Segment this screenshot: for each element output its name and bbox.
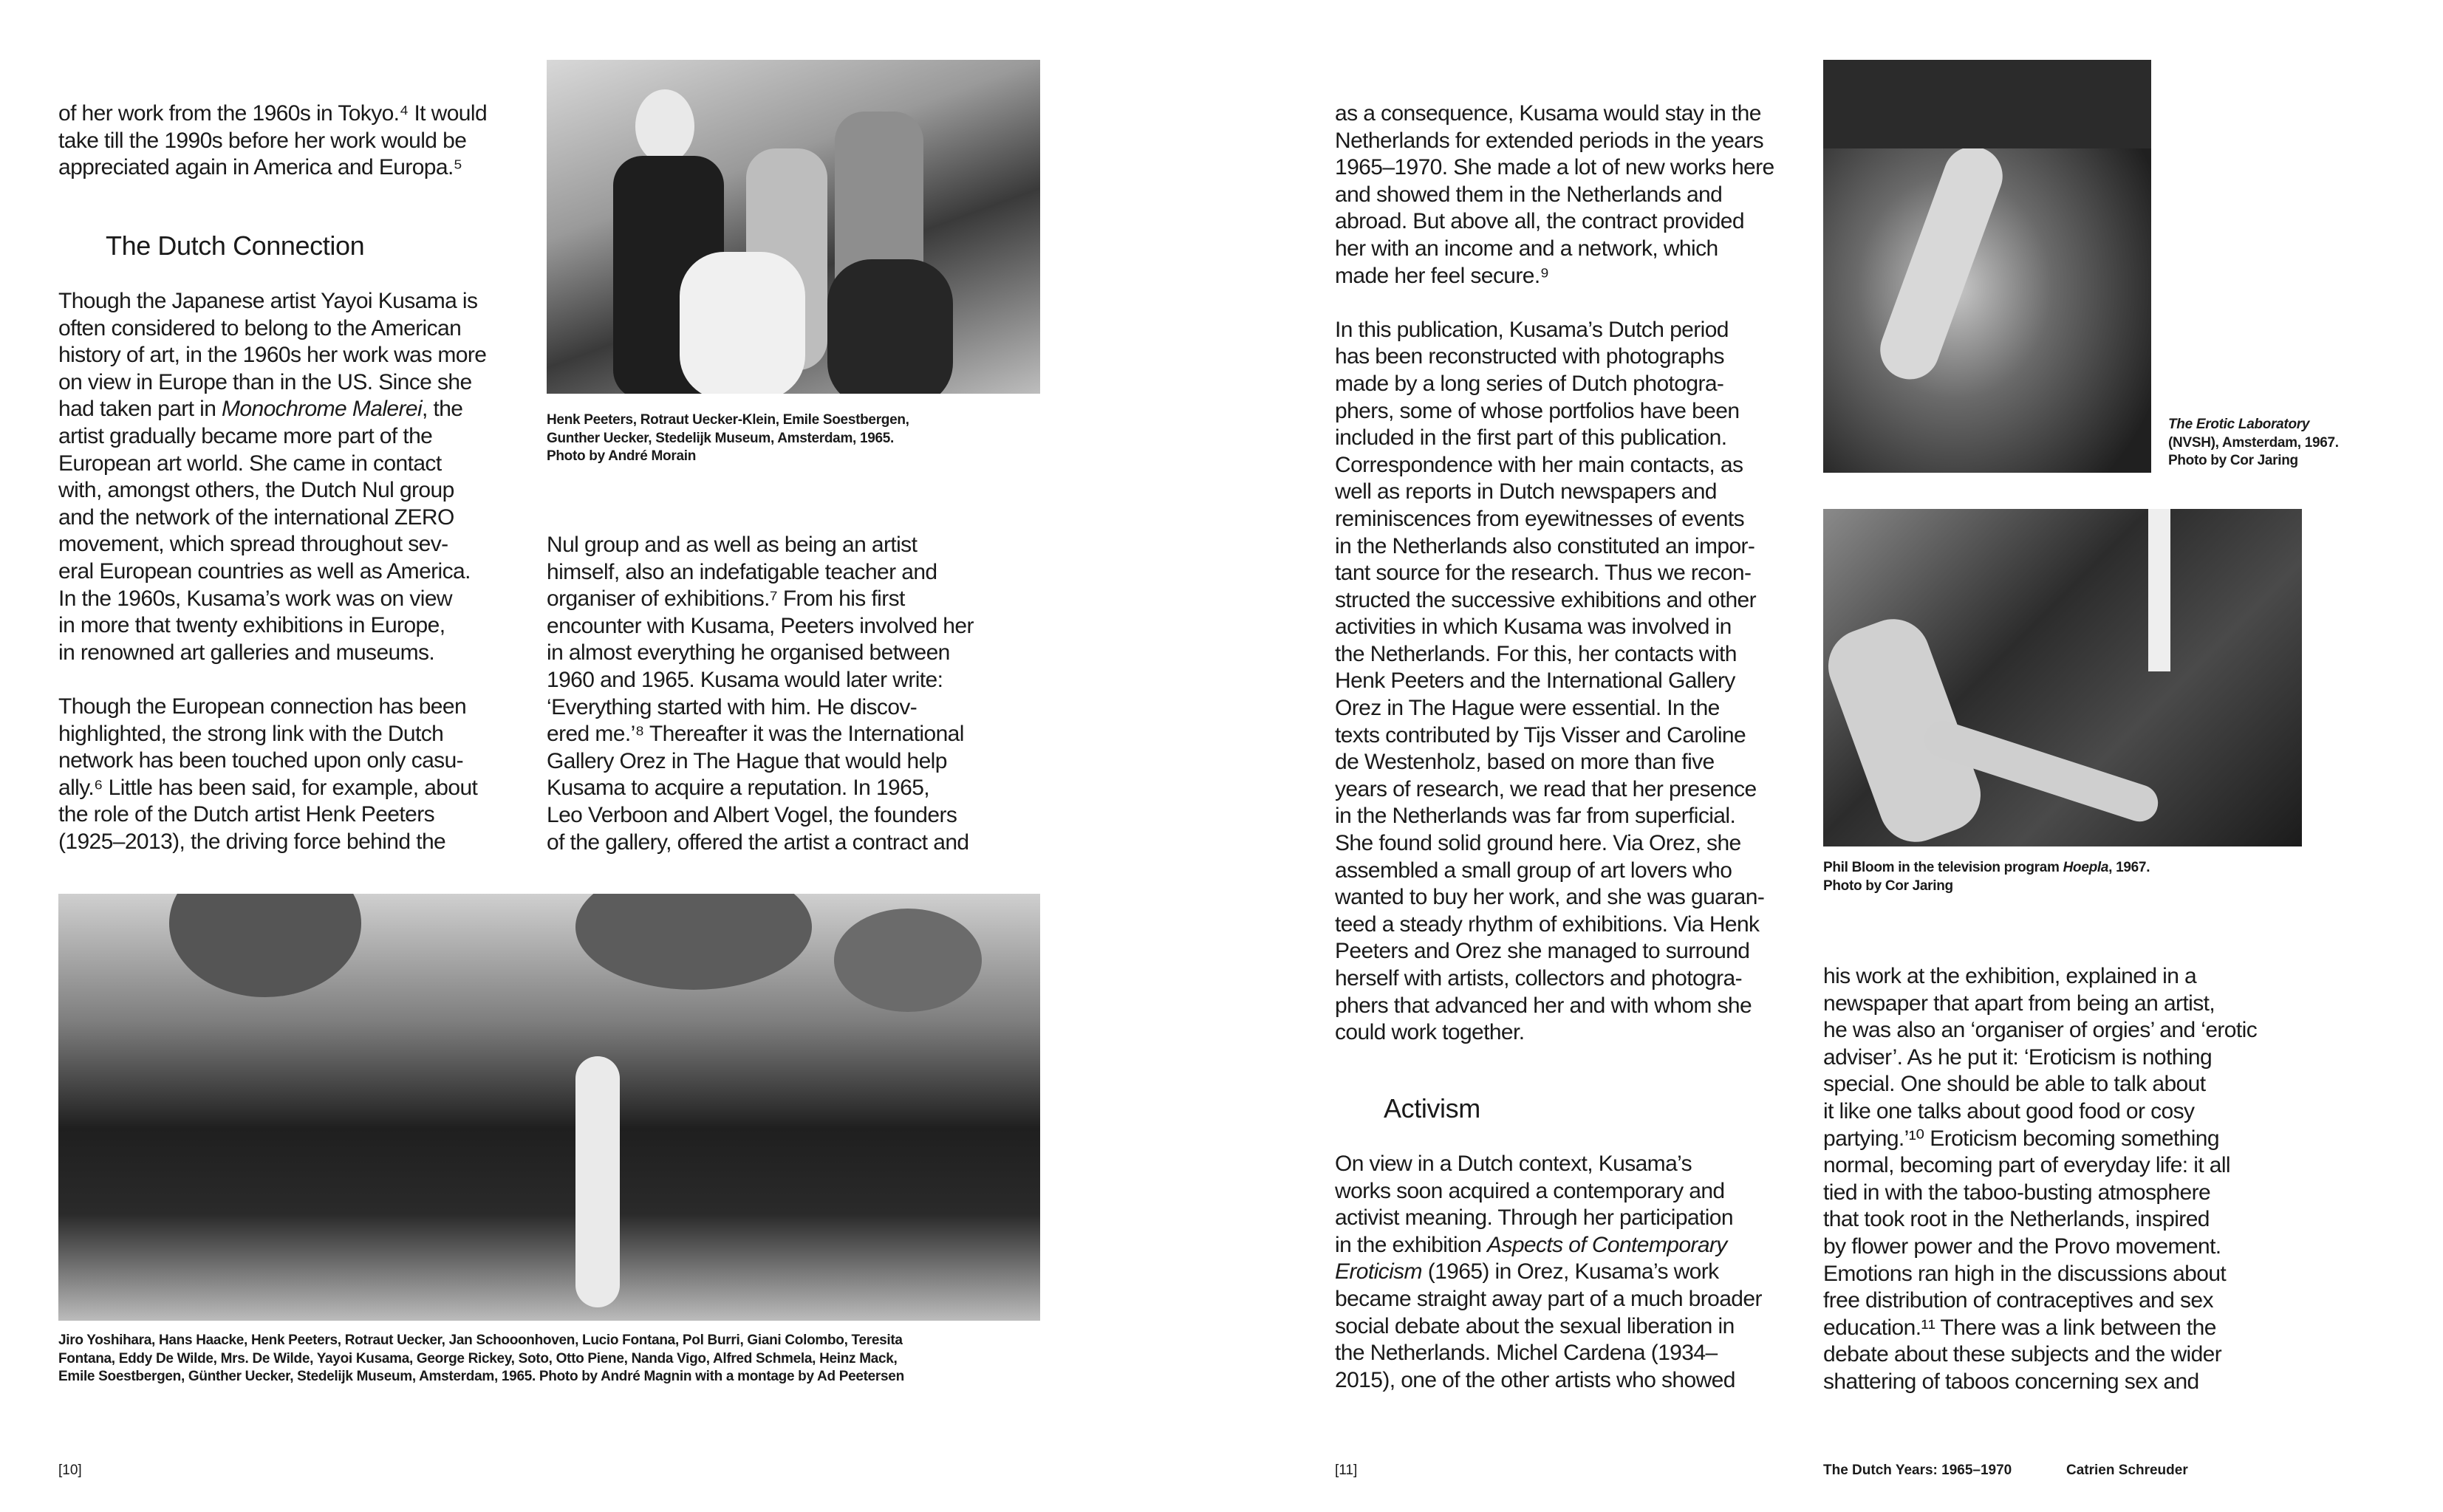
text-line: highlighted, the strong link with the Dutch <box>58 721 444 746</box>
text-line: Photo by Cor Jaring <box>2168 453 2298 468</box>
text-line: newspaper that apart from being an artist, <box>1823 991 2215 1016</box>
text-line: organiser of exhibitions.⁷ From his first <box>547 586 905 612</box>
text-line: Photo by André Morain <box>547 448 696 464</box>
photo-zero-group-stedelijk <box>58 894 1040 1321</box>
text-segment: in the exhibition <box>1335 1232 1488 1257</box>
text-line: take till the 1990s before her work would be <box>58 128 467 153</box>
text-segment: had taken part in <box>58 397 222 422</box>
text-line: Though the European connection has been <box>58 694 467 719</box>
text-line: Fontana, Eddy De Wilde, Mrs. De Wilde, Yayoi Kusama, George Rickey, Soto, Otto Piene, Nanda Vigo, Alfred Schmela, Heinz Mack, <box>58 1350 898 1366</box>
text-line: her with an income and a network, which <box>1335 236 1718 261</box>
text-line: himself, also an indefatigable teacher and <box>547 559 937 584</box>
text-line: texts contributed by Tijs Visser and Caroline <box>1335 722 1746 748</box>
section-heading-activism: Activism <box>1384 1093 1480 1123</box>
text-line: activities in which Kusama was involved in <box>1335 615 1732 640</box>
text-line: Kusama to acquire a reputation. In 1965, <box>547 776 930 801</box>
text-line: adviser’. As he put it: ‘Eroticism is nothing <box>1823 1044 2213 1070</box>
text-line: Gallery Orez in The Hague that would help <box>547 748 947 773</box>
text-line: as a consequence, Kusama would stay in the <box>1335 101 1761 126</box>
text-line: appreciated again in America and Europa.⁵ <box>58 155 462 180</box>
text-line: could work together. <box>1335 1020 1525 1045</box>
text-line: shattering of taboos concerning sex and <box>1823 1369 2199 1394</box>
text-line: abroad. But above all, the contract provided <box>1335 209 1744 234</box>
text-line: She found solid ground here. Via Orez, she <box>1335 831 1741 856</box>
text-line: European art world. She came in contact <box>58 451 442 476</box>
text-line: Emile Soestbergen, Günther Uecker, Stedelijk Museum, Amsterdam, 1965. Photo by André Magnin with a montage by Ad Peetersen <box>58 1369 904 1384</box>
photo-erotic-laboratory <box>1823 60 2151 473</box>
body-column-activism <box>1335 1151 1762 1394</box>
text-line: by flower power and the Provo movement. <box>1823 1234 2221 1259</box>
text-line: normal, becoming part of everyday life: it all <box>1823 1153 2230 1178</box>
text-line: on view in Europe than in the US. Since she <box>58 369 472 394</box>
text-line: included in the first part of this publication. <box>1335 425 1727 451</box>
text-line: well as reports in Dutch newspapers and <box>1335 479 1717 504</box>
text-segment: (1965) in Orez, Kusama’s work <box>1421 1259 1719 1284</box>
text-line: education.¹¹ There was a link between the <box>1823 1315 2216 1340</box>
text-line: often considered to belong to the American <box>58 315 462 341</box>
text-line <box>1335 1232 1762 1259</box>
text-line: partying.’¹⁰ Eroticism becoming something <box>1823 1126 2219 1151</box>
text-line: On view in a Dutch context, Kusama’s <box>1335 1152 1692 1176</box>
text-line: the role of the Dutch artist Henk Peeters <box>58 802 434 827</box>
photo-peeters-group <box>547 60 1040 394</box>
text-line: network has been touched upon only casu- <box>58 748 464 773</box>
text-line: made by a long series of Dutch photogra- <box>1335 371 1724 396</box>
text-line: 1965–1970. She made a lot of new works here <box>1335 155 1774 180</box>
text-line: Jiro Yoshihara, Hans Haacke, Henk Peeters, Rotraut Uecker, Jan Schooonhoven, Lucio Fontana, Pol Burri, Giani Colombo, Teresita <box>58 1333 903 1348</box>
running-author: Catrien Schreuder <box>2066 1463 2188 1478</box>
text-line: Emotions ran high in the discussions about <box>1823 1261 2227 1286</box>
italic-title: The Erotic Laboratory <box>2168 417 2310 432</box>
text-line: of her work from the 1960s in Tokyo.⁴ It would <box>58 101 488 126</box>
text-line: herself with artists, collectors and photogra- <box>1335 966 1742 991</box>
photo-caption-hoepla <box>1823 859 2150 895</box>
text-line: Photo by Cor Jaring <box>1823 878 1953 894</box>
text-line: Nul group and as well as being an artist <box>547 533 918 557</box>
text-line: Orez in The Hague were essential. In the <box>1335 696 1720 721</box>
text-line: the Netherlands. Michel Cardena (1934– <box>1335 1341 1718 1366</box>
paragraph-gap <box>1335 290 1774 317</box>
italic-title: Monochrome Malerei <box>222 397 423 422</box>
text-line: de Westenholz, based on more than five <box>1335 750 1715 775</box>
text-line: Henk Peeters, Rotraut Uecker-Klein, Emile Soestbergen, <box>547 412 909 428</box>
text-line: ered me.’⁸ Thereafter it was the International <box>547 722 964 747</box>
italic-title: Eroticism <box>1335 1259 1422 1284</box>
text-line: in the Netherlands also constituted an impor- <box>1335 533 1755 558</box>
text-segment: Phil Bloom in the television program <box>1823 860 2063 875</box>
text-line: in renowned art galleries and museums. <box>58 640 435 665</box>
text-line: eral European countries as well as America. <box>58 558 471 584</box>
text-line: Netherlands for extended periods in the years <box>1335 128 1764 153</box>
text-line: his work at the exhibition, explained in a <box>1823 964 2197 988</box>
text-line: Leo Verboon and Albert Vogel, the founders <box>547 802 957 827</box>
text-line: free distribution of contraceptives and sex <box>1823 1288 2213 1313</box>
text-line: phers that advanced her and with whom she <box>1335 993 1752 1018</box>
text-line: that took root in the Netherlands, inspired <box>1823 1207 2210 1232</box>
text-line: Henk Peeters and the International Gallery <box>1335 668 1735 694</box>
photo-caption-zero-group <box>58 1332 904 1386</box>
text-line: phers, some of whose portfolios have been <box>1335 398 1740 423</box>
text-line: years of research, we read that her presence <box>1335 776 1757 801</box>
text-line: history of art, in the 1960s her work was more <box>58 343 487 368</box>
page-number-right: [11] <box>1335 1463 1358 1478</box>
text-segment: , 1967. <box>2108 860 2150 875</box>
body-column-2 <box>547 532 974 856</box>
text-line: encounter with Kusama, Peeters involved her <box>547 613 974 638</box>
text-line <box>1823 859 2150 878</box>
text-line: of the gallery, offered the artist a contract and <box>547 829 969 855</box>
page-number-left: [10] <box>58 1463 82 1478</box>
text-line: Correspondence with her main contacts, as <box>1335 452 1743 477</box>
text-line: In this publication, Kusama’s Dutch period <box>1335 317 1729 342</box>
text-line: In the 1960s, Kusama’s work was on view <box>58 586 452 611</box>
text-line: made her feel secure.⁹ <box>1335 263 1549 288</box>
text-line: with, amongst others, the Dutch Nul group <box>58 478 454 503</box>
text-line: 2015), one of the other artists who showed <box>1335 1367 1735 1392</box>
italic-title: Hoepla <box>2063 860 2109 875</box>
text-line: ‘Everything started with him. He discov- <box>547 694 918 719</box>
text-line: debate about these subjects and the wider <box>1823 1342 2222 1367</box>
text-segment: , the <box>422 397 463 422</box>
text-line: Gunther Uecker, Stedelijk Museum, Amsterdam, 1965. <box>547 430 895 446</box>
paragraph-gap <box>58 666 486 694</box>
text-line <box>2168 416 2339 434</box>
text-line: it like one talks about good food or cosy <box>1823 1098 2195 1123</box>
photo-phil-bloom-hoepla <box>1823 509 2302 846</box>
text-line: teed a steady rhythm of exhibitions. Via Henk <box>1335 911 1760 937</box>
text-line: has been reconstructed with photographs <box>1335 344 1724 369</box>
text-line: in the Netherlands was far from superficial. <box>1335 804 1736 829</box>
text-line: reminiscences from eyewitnesses of events <box>1335 506 1744 531</box>
text-line: ally.⁶ Little has been said, for example, about <box>58 775 478 800</box>
text-line: (NVSH), Amsterdam, 1967. <box>2168 434 2339 451</box>
text-line: activist meaning. Through her participation <box>1335 1205 1733 1231</box>
running-title: The Dutch Years: 1965–1970 <box>1823 1463 2012 1478</box>
text-line: (1925–2013), the driving force behind the <box>58 829 446 854</box>
text-line: became straight away part of a much broader <box>1335 1286 1762 1311</box>
text-line: tied in with the taboo-busting atmosphere <box>1823 1180 2211 1205</box>
text-line: structed the successive exhibitions and other <box>1335 587 1756 612</box>
body-column-4 <box>1823 963 2257 1396</box>
italic-title: Aspects of Contemporary <box>1487 1232 1727 1257</box>
body-column-intro <box>58 100 487 182</box>
text-line <box>1335 1259 1762 1286</box>
text-line: social debate about the sexual liberation in <box>1335 1313 1735 1338</box>
text-line: 1960 and 1965. Kusama would later write: <box>547 667 943 692</box>
text-line: assembled a small group of art lovers who <box>1335 858 1732 883</box>
text-line: in almost everything he organised between <box>547 640 950 666</box>
text-line: wanted to buy her work, and she was guaran- <box>1335 885 1765 910</box>
text-line: artist gradually became more part of the <box>58 423 433 448</box>
section-heading-dutch-connection: The Dutch Connection <box>106 230 365 261</box>
text-line: works soon acquired a contemporary and <box>1335 1178 1725 1203</box>
photo-caption-erotic-laboratory <box>2168 416 2339 471</box>
text-line: the Netherlands. For this, her contacts with <box>1335 641 1737 666</box>
text-line: he was also an ‘organiser of orgies’ and ‘erotic <box>1823 1018 2258 1043</box>
text-line: movement, which spread throughout sev- <box>58 532 448 557</box>
text-line: Peeters and Orez she managed to surround <box>1335 939 1750 964</box>
text-line: Though the Japanese artist Yayoi Kusama is <box>58 289 478 313</box>
body-column-1 <box>58 288 486 855</box>
text-line <box>58 396 486 423</box>
photo-caption-peeters <box>547 411 909 466</box>
text-line: special. One should be able to talk about <box>1823 1072 2206 1097</box>
text-line: and the network of the international ZERO <box>58 504 454 530</box>
text-line: and showed them in the Netherlands and <box>1335 182 1723 207</box>
body-column-3 <box>1335 100 1774 1047</box>
text-line: tant source for the research. Thus we recon- <box>1335 561 1752 586</box>
text-line: in more that twenty exhibitions in Europe, <box>58 613 445 638</box>
